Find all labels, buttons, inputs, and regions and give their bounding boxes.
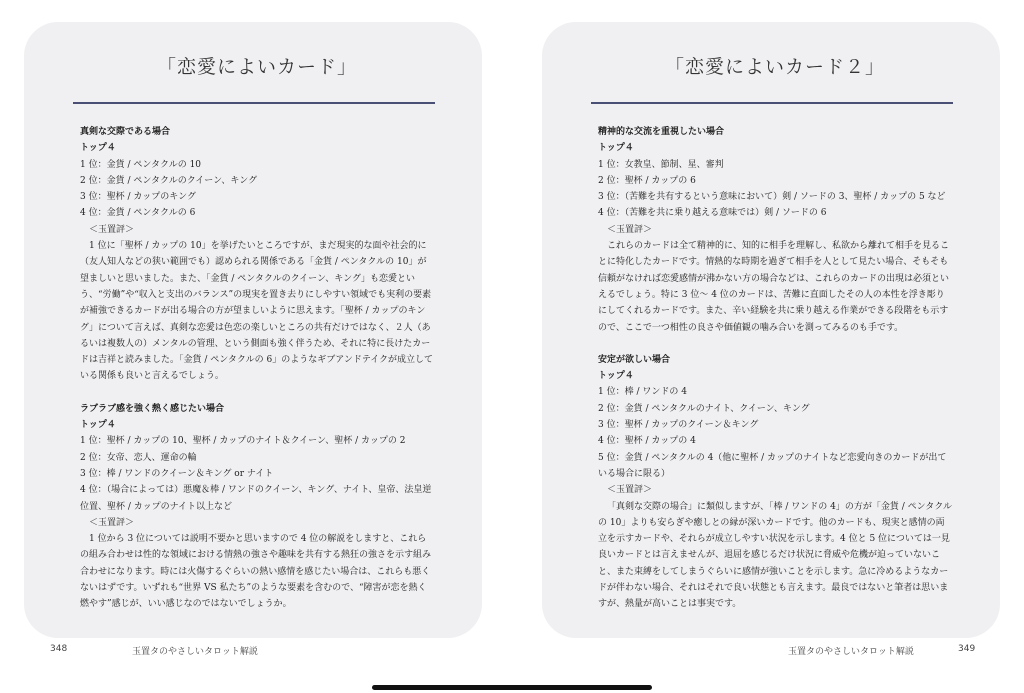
text-line: ＜玉置評＞ [607,485,653,496]
left-page [24,22,482,638]
text-line: ＜玉置評＞ [89,224,135,235]
text-line: 2 位：金貨 / ペンタクルのクイーン、キング [80,175,258,186]
text-line: 3 位：聖杯 / カップのキング [80,192,196,203]
text-line: 4 位：金貨 / ペンタクルの 6 [80,208,196,219]
footer-title-left: 玉置タのやさしいタロット解説 [132,647,258,657]
home-indicator[interactable] [372,685,652,690]
text-line: 1 位から 3 位については説明不要かと思いますので 4 位の解説をしますと、これらの組み合わせは性的な領域における情熱の強さや趣味を共有する熱狂の強さを示す組み合わせになります。時には火傷するぐらいの熱い感情を感じたい場合は、これらも悪くないはずです。いずれも“世界 VS 私たち”のような要素を含むので、“障害が恋を熱く燃やす”感じが、いい感じなのではないでしょうか。 [80,534,432,610]
text-line: 2 位：金貨 / ペンタクルのナイト、クイーン、キング [598,403,810,414]
title-divider [73,102,435,104]
text-line: ＜玉置評＞ [607,224,653,235]
page-title: 「恋愛によいカード２」 [664,56,885,78]
text-line: 3 位：（苦難を共有するという意味において）剣 / ソードの 3、聖杯 / カップの 5 など [598,192,946,203]
text-line: ＜玉置評＞ [89,517,135,528]
spacer [598,336,952,352]
page-title: 「恋愛によいカード」 [156,56,357,78]
text-line: 「真剣な交際の場合」に類似しますが、「棒 / ワンドの 4」の方が「金貨 / ペンタクルの 10」よりも安らぎや癒しとの縁が深いカードです。他のカードも、現実と感情の両立を示すカードや、それらが成立しやすい状況を示します。4 位と 5 位については一見良いカードとは言えませんが、退屈を感じるだけ状況に脅威や危機が迫っていないこと、また束縛をしてしまうぐらいに感情が強いことを示します。急に冷めるようなカードが伴わない場合、それはそれで良い状態とも言えます。最良ではないと筆者は思いますが、熱量が高いことは事実です。 [598,501,952,610]
text-line: 1 位：金貨 / ペンタクルの 10 [80,159,202,170]
text-line: 1 位に「聖杯 / カップの 10」を挙げたいところですが、まだ現実的な面や社会的に（友人知人などの狭い範囲でも）認められる関係である「金貨 / ペンタクルの 10」が望ましいと思いました。また、「金貨 / ペンタクルのクイーン、キング」も恋愛という、“労働”や“収入と支出のバランス”の現実を置き去りにしやすい領域でも実利の要素が補強できるカードが出る場合の方が望ましいように思えます。「聖杯 / カップのキング」について言えば、真剣な恋愛は色恋の楽しいところの共有だけではなく、２人（あるいは複数人の）メンタルの管理、という側面も強く伴うため、それに特に長けたカードは吉祥と読みました。「金貨 / ペンタクルの 6」のようなギブアンドテイクが成立している関係も良いと言えるでしょう。 [80,241,434,382]
text-line: 3 位：棒 / ワンドのクイーン＆キング or ナイト [80,468,274,479]
title-divider [591,102,953,104]
page-number-right: 349 [958,644,976,654]
spacer [80,385,434,401]
page-number-left: 348 [50,644,68,654]
section-heading: 精神的な交流を重視したい場合 [598,127,725,137]
text-line: 4 位：聖杯 / カップの 4 [598,436,696,447]
text-line: 1 位：聖杯 / カップの 10、聖杯 / カップのナイト＆クイーン、聖杯 / カップの 2 [80,436,406,447]
page-body [598,124,952,613]
section-heading: トップ４ [598,143,634,154]
text-line: 4 位：（場合によっては）悪魔＆棒 / ワンドのクイーン、キング、ナイト、皇帝、法皇逆位置、聖杯 / カップのナイト以上など [80,485,432,512]
section-heading: トップ４ [80,420,116,431]
section-heading: トップ４ [598,371,634,382]
text-line: これらのカードは全て精神的に、知的に相手を理解し、私欲から離れて相手を見ることに特化したカードです。情熱的な時期を過ぎて相手を人として見たい場合、そもそも信頼がなければ恋愛感情が沸かない方の場合などは、これらのカードの出現は必須といえるでしょう。特に 3 位〜 4 位のカードは、苦難に直面したその人の本性を浮き彫りにしてくれるカードです。また、辛い経験を共に乗り越える作業ができる段階をも示すので、ここで一つ相性の良さや価値観の噛み合いを測ってみるのも手です。 [598,241,950,333]
section-heading: 真剣な交際である場合 [80,127,171,137]
text-line: 2 位：女帝、恋人、運命の輪 [80,452,197,463]
section-heading: 安定が欲しい場合 [598,354,671,365]
section-heading: トップ４ [80,143,116,154]
section-heading: ラブラブ感を強く熱く感じたい場合 [80,403,225,414]
text-line: 4 位：（苦難を共に乗り越える意味では）剣 / ソードの 6 [598,208,827,219]
footer-title-right: 玉置タのやさしいタロット解説 [788,647,914,657]
text-line: 1 位：棒 / ワンドの 4 [598,387,687,398]
text-line: 5 位：金貨 / ペンタクルの 4（他に聖杯 / カップのナイトなど恋愛向きのカードが出ている場合に限る） [598,452,947,479]
page-body [80,124,434,613]
text-line: 2 位：聖杯 / カップの 6 [598,175,696,186]
text-line: 3 位：聖杯 / カップのクイーン＆キング [598,420,759,431]
text-line: 1 位：女教皇、節制、星、審判 [598,159,724,170]
right-page [542,22,1000,638]
